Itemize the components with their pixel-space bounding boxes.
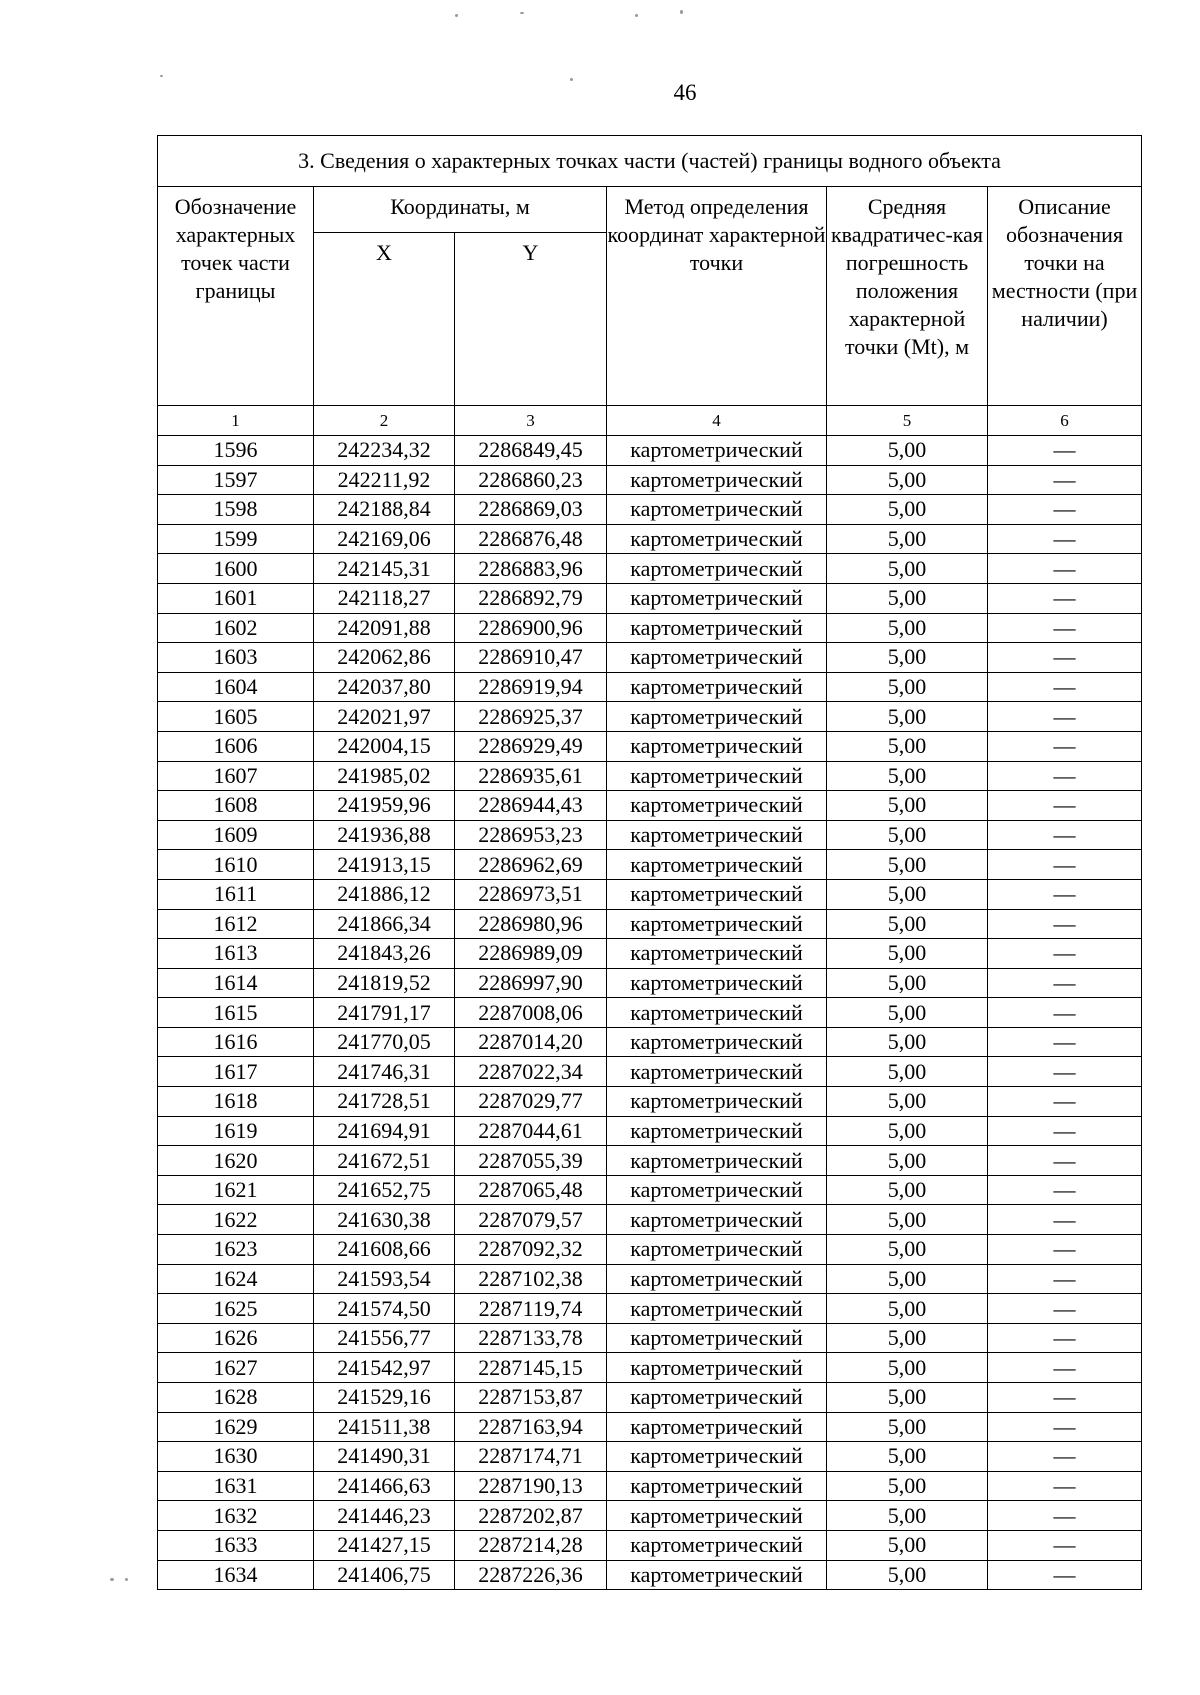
description-cell: — [988,1146,1142,1176]
y-coord-cell: 2286925,37 [455,702,607,732]
error-cell: 5,00 [827,583,988,613]
y-coord-cell: 2287008,06 [455,998,607,1028]
scan-speck [520,12,524,14]
y-coord-cell: 2286860,23 [455,465,607,495]
point-id-cell: 1634 [158,1560,314,1590]
x-coord-cell: 241630,38 [314,1205,455,1235]
description-cell: — [988,1175,1142,1205]
point-id-cell: 1619 [158,1116,314,1146]
point-id-cell: 1624 [158,1264,314,1294]
method-cell: картометрический [607,1027,827,1057]
x-coord-cell: 241819,52 [314,968,455,998]
y-coord-cell: 2286876,48 [455,524,607,554]
x-coord-cell: 241490,31 [314,1442,455,1472]
y-coord-cell: 2287065,48 [455,1175,607,1205]
error-cell: 5,00 [827,731,988,761]
x-coord-cell: 241427,15 [314,1530,455,1560]
table-title: 3. Сведения о характерных точках части (частей) границы водного объекта [158,136,1142,187]
table-row [158,554,1142,584]
error-cell: 5,00 [827,820,988,850]
error-cell: 5,00 [827,1294,988,1324]
y-coord-cell: 2287092,32 [455,1235,607,1265]
error-cell: 5,00 [827,1235,988,1265]
x-coord-cell: 242211,92 [314,465,455,495]
table-row [158,939,1142,969]
description-cell: — [988,495,1142,525]
error-cell: 5,00 [827,702,988,732]
error-cell: 5,00 [827,1560,988,1590]
y-coord-cell: 2287145,15 [455,1353,607,1383]
table-row [158,613,1142,643]
point-id-cell: 1601 [158,583,314,613]
method-cell: картометрический [607,1442,827,1472]
x-coord-cell: 242118,27 [314,583,455,613]
method-cell: картометрический [607,1057,827,1087]
description-cell: — [988,1235,1142,1265]
description-cell: — [988,1087,1142,1117]
method-cell: картометрический [607,998,827,1028]
y-coord-cell: 2287214,28 [455,1530,607,1560]
column-number: 2 [314,406,455,436]
method-cell: картометрический [607,643,827,673]
x-coord-cell: 242021,97 [314,702,455,732]
y-coord-cell: 2286989,09 [455,939,607,969]
error-cell: 5,00 [827,1530,988,1560]
description-cell: — [988,879,1142,909]
scan-speck [125,1578,128,1581]
x-coord-cell: 242091,88 [314,613,455,643]
table-row [158,583,1142,613]
table-row [158,643,1142,673]
description-cell: — [988,1323,1142,1353]
method-cell: картометрический [607,524,827,554]
y-coord-cell: 2286944,43 [455,791,607,821]
y-coord-cell: 2286953,23 [455,820,607,850]
x-coord-cell: 241791,17 [314,998,455,1028]
x-coord-cell: 241746,31 [314,1057,455,1087]
page-number: 46 [673,80,697,105]
description-cell: — [988,583,1142,613]
y-coord-cell: 2287190,13 [455,1471,607,1501]
x-coord-cell: 241959,96 [314,791,455,821]
table-row [158,1383,1142,1413]
error-cell: 5,00 [827,1057,988,1087]
table-row [158,1235,1142,1265]
x-coord-cell: 242169,06 [314,524,455,554]
point-id-cell: 1598 [158,495,314,525]
description-cell: — [988,436,1142,466]
y-coord-cell: 2286910,47 [455,643,607,673]
y-coord-cell: 2286973,51 [455,879,607,909]
point-id-cell: 1599 [158,524,314,554]
method-cell: картометрический [607,939,827,969]
method-cell: картометрический [607,850,827,880]
description-cell: — [988,968,1142,998]
scan-speck [635,14,638,17]
y-coord-cell: 2286883,96 [455,554,607,584]
point-id-cell: 1627 [158,1353,314,1383]
error-cell: 5,00 [827,791,988,821]
y-coord-cell: 2286900,96 [455,613,607,643]
point-id-cell: 1614 [158,968,314,998]
x-coord-cell: 241694,91 [314,1116,455,1146]
description-cell: — [988,731,1142,761]
method-cell: картометрический [607,968,827,998]
x-coord-cell: 241511,38 [314,1412,455,1442]
x-coord-cell: 242188,84 [314,495,455,525]
x-coord-cell: 241608,66 [314,1235,455,1265]
point-id-cell: 1632 [158,1501,314,1531]
x-coord-cell: 241446,23 [314,1501,455,1531]
method-cell: картометрический [607,554,827,584]
error-cell: 5,00 [827,1323,988,1353]
point-id-cell: 1623 [158,1235,314,1265]
description-cell: — [988,1412,1142,1442]
description-cell: — [988,1264,1142,1294]
y-coord-cell: 2286849,45 [455,436,607,466]
method-cell: картометрический [607,1087,827,1117]
table-row [158,1412,1142,1442]
x-coord-cell: 242004,15 [314,731,455,761]
description-cell: — [988,850,1142,880]
x-coord-cell: 241574,50 [314,1294,455,1324]
table-body [158,436,1142,1590]
description-cell: — [988,939,1142,969]
description-cell: — [988,761,1142,791]
method-cell: картометрический [607,1264,827,1294]
x-coord-cell: 241466,63 [314,1471,455,1501]
error-cell: 5,00 [827,1146,988,1176]
y-coord-cell: 2286980,96 [455,909,607,939]
error-cell: 5,00 [827,643,988,673]
scan-speck [160,75,163,77]
point-id-cell: 1630 [158,1442,314,1472]
table-row [158,1027,1142,1057]
point-id-cell: 1612 [158,909,314,939]
table-row [158,1264,1142,1294]
column-number: 1 [158,406,314,436]
error-cell: 5,00 [827,1501,988,1531]
description-cell: — [988,1442,1142,1472]
column-number: 5 [827,406,988,436]
method-cell: картометрический [607,1294,827,1324]
method-cell: картометрический [607,583,827,613]
table-row [158,672,1142,702]
description-cell: — [988,909,1142,939]
table-row [158,1353,1142,1383]
table-row [158,879,1142,909]
table-row [158,465,1142,495]
table-row [158,1323,1142,1353]
point-id-cell: 1615 [158,998,314,1028]
x-coord-cell: 241770,05 [314,1027,455,1057]
x-coord-cell: 241542,97 [314,1353,455,1383]
description-cell: — [988,524,1142,554]
y-coord-cell: 2287102,38 [455,1264,607,1294]
point-id-cell: 1622 [158,1205,314,1235]
point-id-cell: 1605 [158,702,314,732]
description-cell: — [988,1383,1142,1413]
description-cell: — [988,702,1142,732]
method-cell: картометрический [607,495,827,525]
x-coord-cell: 242037,80 [314,672,455,702]
point-id-cell: 1618 [158,1087,314,1117]
error-cell: 5,00 [827,1027,988,1057]
table-row [158,702,1142,732]
point-id-cell: 1621 [158,1175,314,1205]
point-id-cell: 1631 [158,1471,314,1501]
x-coord-cell: 241728,51 [314,1087,455,1117]
column-number: 4 [607,406,827,436]
point-id-cell: 1620 [158,1146,314,1176]
description-cell: — [988,1560,1142,1590]
x-coord-cell: 241843,26 [314,939,455,969]
method-cell: картометрический [607,761,827,791]
table-row [158,761,1142,791]
column-number: 3 [455,406,607,436]
y-coord-cell: 2287079,57 [455,1205,607,1235]
y-coord-cell: 2287119,74 [455,1294,607,1324]
description-cell: — [988,465,1142,495]
error-cell: 5,00 [827,1087,988,1117]
error-cell: 5,00 [827,1442,988,1472]
error-cell: 5,00 [827,761,988,791]
point-id-cell: 1633 [158,1530,314,1560]
error-cell: 5,00 [827,524,988,554]
description-cell: — [988,1530,1142,1560]
method-cell: картометрический [607,1323,827,1353]
point-id-cell: 1603 [158,643,314,673]
point-id-cell: 1628 [158,1383,314,1413]
error-cell: 5,00 [827,554,988,584]
point-id-cell: 1608 [158,791,314,821]
table-row [158,1205,1142,1235]
error-cell: 5,00 [827,998,988,1028]
table-row [158,1087,1142,1117]
description-cell: — [988,613,1142,643]
table-row [158,791,1142,821]
error-cell: 5,00 [827,1412,988,1442]
y-coord-cell: 2286962,69 [455,850,607,880]
method-cell: картометрический [607,879,827,909]
x-coord-cell: 241936,88 [314,820,455,850]
characteristic-points-table [157,135,1142,1590]
table-row [158,1116,1142,1146]
error-cell: 5,00 [827,1471,988,1501]
error-cell: 5,00 [827,909,988,939]
y-coord-cell: 2287174,71 [455,1442,607,1472]
table-row [158,731,1142,761]
x-coord-cell: 241913,15 [314,850,455,880]
x-coord-cell: 241593,54 [314,1264,455,1294]
description-cell: — [988,1116,1142,1146]
header-coords: Координаты, м [314,187,607,233]
y-coord-cell: 2287014,20 [455,1027,607,1057]
y-coord-cell: 2286892,79 [455,583,607,613]
point-id-cell: 1629 [158,1412,314,1442]
x-coord-cell: 241886,12 [314,879,455,909]
method-cell: картометрический [607,1353,827,1383]
description-cell: — [988,1471,1142,1501]
point-id-cell: 1611 [158,879,314,909]
point-id-cell: 1626 [158,1323,314,1353]
method-cell: картометрический [607,465,827,495]
error-cell: 5,00 [827,1116,988,1146]
point-id-cell: 1596 [158,436,314,466]
point-id-cell: 1606 [158,731,314,761]
method-cell: картометрический [607,613,827,643]
method-cell: картометрический [607,1205,827,1235]
x-coord-cell: 241556,77 [314,1323,455,1353]
y-coord-cell: 2287022,34 [455,1057,607,1087]
x-coord-cell: 241672,51 [314,1146,455,1176]
x-coord-cell: 241866,34 [314,909,455,939]
point-id-cell: 1604 [158,672,314,702]
table-row [158,1057,1142,1087]
description-cell: — [988,672,1142,702]
y-coord-cell: 2286929,49 [455,731,607,761]
method-cell: картометрический [607,791,827,821]
y-coord-cell: 2287133,78 [455,1323,607,1353]
error-cell: 5,00 [827,968,988,998]
error-cell: 5,00 [827,939,988,969]
point-id-cell: 1625 [158,1294,314,1324]
table-row [158,1442,1142,1472]
table-row [158,1530,1142,1560]
table-row [158,1175,1142,1205]
error-cell: 5,00 [827,1205,988,1235]
y-coord-cell: 2287163,94 [455,1412,607,1442]
y-coord-cell: 2286935,61 [455,761,607,791]
description-cell: — [988,1027,1142,1057]
error-cell: 5,00 [827,850,988,880]
point-id-cell: 1602 [158,613,314,643]
point-id-cell: 1613 [158,939,314,969]
point-id-cell: 1597 [158,465,314,495]
method-cell: картометрический [607,672,827,702]
method-cell: картометрический [607,1175,827,1205]
method-cell: картометрический [607,436,827,466]
scan-speck [110,1578,114,1581]
description-cell: — [988,643,1142,673]
y-coord-cell: 2287044,61 [455,1116,607,1146]
header-point: Обозначение характерных точек части границы [158,187,314,406]
table-row [158,1146,1142,1176]
description-cell: — [988,1501,1142,1531]
point-id-cell: 1600 [158,554,314,584]
error-cell: 5,00 [827,1175,988,1205]
description-cell: — [988,554,1142,584]
x-coord-cell: 242062,86 [314,643,455,673]
method-cell: картометрический [607,1530,827,1560]
point-id-cell: 1609 [158,820,314,850]
table-row [158,1560,1142,1590]
table-row [158,1501,1142,1531]
x-coord-cell: 242145,31 [314,554,455,584]
x-coord-cell: 241652,75 [314,1175,455,1205]
error-cell: 5,00 [827,672,988,702]
description-cell: — [988,1294,1142,1324]
table-row [158,850,1142,880]
method-cell: картометрический [607,1146,827,1176]
scan-speck [455,14,458,17]
table-row [158,909,1142,939]
description-cell: — [988,1353,1142,1383]
method-cell: картометрический [607,1235,827,1265]
x-coord-cell: 241529,16 [314,1383,455,1413]
method-cell: картометрический [607,731,827,761]
method-cell: картометрический [607,820,827,850]
table-row [158,1471,1142,1501]
table-row [158,524,1142,554]
header-description: Описание обозначения точки на местности (при наличии) [988,187,1142,406]
table-row [158,1294,1142,1324]
error-cell: 5,00 [827,613,988,643]
y-coord-cell: 2287029,77 [455,1087,607,1117]
point-id-cell: 1617 [158,1057,314,1087]
x-coord-cell: 241406,75 [314,1560,455,1590]
method-cell: картометрический [607,1471,827,1501]
y-coord-cell: 2287202,87 [455,1501,607,1531]
scan-speck [680,10,683,14]
error-cell: 5,00 [827,1353,988,1383]
method-cell: картометрический [607,1560,827,1590]
error-cell: 5,00 [827,879,988,909]
description-cell: — [988,1057,1142,1087]
y-coord-cell: 2287055,39 [455,1146,607,1176]
point-id-cell: 1616 [158,1027,314,1057]
method-cell: картометрический [607,702,827,732]
y-coord-cell: 2287226,36 [455,1560,607,1590]
header-method: Метод определения координат характерной точки [607,187,827,406]
point-id-cell: 1607 [158,761,314,791]
error-cell: 5,00 [827,495,988,525]
header-y: Y [455,233,607,406]
x-coord-cell: 241985,02 [314,761,455,791]
description-cell: — [988,820,1142,850]
error-cell: 5,00 [827,436,988,466]
header-x: X [314,233,455,406]
x-coord-cell: 242234,32 [314,436,455,466]
method-cell: картометрический [607,1501,827,1531]
header-error: Средняя квадратичес-кая погрешность положения характерной точки (Mt), м [827,187,988,406]
error-cell: 5,00 [827,1383,988,1413]
y-coord-cell: 2286997,90 [455,968,607,998]
error-cell: 5,00 [827,465,988,495]
y-coord-cell: 2286919,94 [455,672,607,702]
description-cell: — [988,791,1142,821]
error-cell: 5,00 [827,1264,988,1294]
y-coord-cell: 2286869,03 [455,495,607,525]
method-cell: картометрический [607,1116,827,1146]
description-cell: — [988,1205,1142,1235]
description-cell: — [988,998,1142,1028]
table-row [158,820,1142,850]
table-row [158,998,1142,1028]
method-cell: картометрический [607,909,827,939]
table-row [158,968,1142,998]
point-id-cell: 1610 [158,850,314,880]
method-cell: картометрический [607,1383,827,1413]
column-number: 6 [988,406,1142,436]
table-row [158,495,1142,525]
method-cell: картометрический [607,1412,827,1442]
table-row [158,436,1142,466]
y-coord-cell: 2287153,87 [455,1383,607,1413]
